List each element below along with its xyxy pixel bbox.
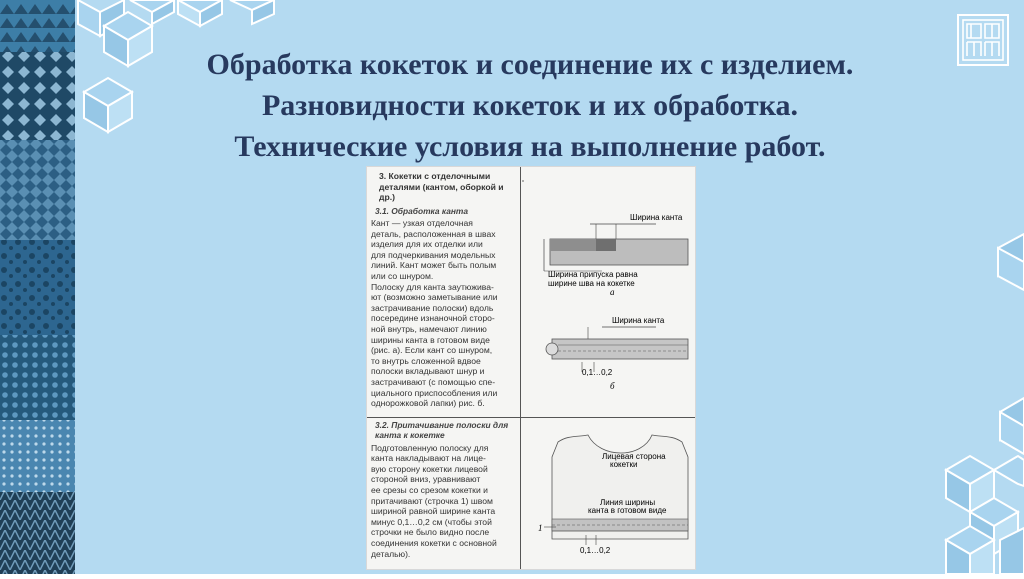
- column-divider: [520, 167, 521, 570]
- fig-b-measure: 0,1…0,2: [582, 368, 613, 377]
- text-line: полоски вкладывают шнур и: [371, 366, 485, 377]
- title-line-2: Разновидности кокеток и их обработка.: [261, 89, 799, 122]
- fig-b-letter: б: [610, 381, 615, 391]
- fig-a-label-top: Ширина канта: [630, 213, 683, 222]
- text-line: стороной вниз, уравнивают: [371, 474, 481, 485]
- text-line: однорожковой лапки) рис. б.: [371, 398, 485, 409]
- slide-title: [130, 44, 930, 167]
- crosshair-icon: [522, 175, 524, 187]
- figure-b: [546, 327, 688, 372]
- figure-a: [544, 224, 688, 271]
- text-line: Подготовленную полоску для: [371, 442, 489, 453]
- fig-c-label-2: кокетки: [610, 460, 638, 469]
- text-line: или со шнуром.: [371, 270, 434, 281]
- text-line: ют (возможно заметывание или: [371, 292, 498, 303]
- text-line: шириной равной ширине канта: [371, 506, 496, 517]
- text-line: Полоску для канта заутюжива-: [371, 281, 494, 292]
- text-line: канта накладывают на лице-: [371, 453, 486, 464]
- text-line: застрачивание полоски) вдоль: [371, 302, 494, 313]
- text-line: посередине изнаночной сторо-: [371, 313, 495, 324]
- text-line: то внутрь сложенной вдвое: [371, 355, 481, 366]
- text-line: ной внутрь, намечают линию: [371, 323, 487, 334]
- fig-b-label-top: Ширина канта: [612, 316, 665, 325]
- subsection-heading-1: 3.1. Обработка канта: [375, 205, 469, 216]
- fig-c-number: 1: [538, 523, 543, 533]
- text-line: (рис. а). Если кант со шнуром,: [371, 345, 493, 356]
- text-line: минус 0,1…0,2 см (чтобы этой: [371, 516, 492, 527]
- document-text-column: [371, 167, 519, 570]
- text-line: строчки не было видно после: [371, 527, 490, 538]
- title-line-1: Обработка кокеток и соединение их с изделием.: [206, 48, 854, 81]
- fig-c-label-4: канта в готовом виде: [588, 506, 667, 515]
- fig-a-letter: а: [610, 287, 615, 297]
- paragraph-2: [371, 443, 519, 560]
- subsection-heading-2: 3.2. Притачивание полоски для канта к кокетке: [375, 419, 509, 441]
- text-line: застрачивают (с помощью спе-: [371, 376, 496, 387]
- paragraph-1: [371, 218, 519, 409]
- figures-column: [522, 167, 696, 570]
- text-line: линий. Кант может быть полым: [371, 260, 497, 271]
- text-line: ее срезы со срезом кокетки и: [371, 485, 488, 496]
- text-line: притачивают (строчка 1) швом: [371, 495, 493, 506]
- text-line: ширины канта в готовом виде: [371, 334, 490, 345]
- fig-c-measure: 0,1…0,2: [580, 546, 611, 555]
- text-line: соединения кокетки с основной: [371, 538, 497, 549]
- scanned-document-image: [366, 166, 696, 570]
- text-line: деталью).: [371, 548, 411, 559]
- fig-c-label-3: Линия ширины: [600, 498, 656, 507]
- text-line: циального приспособления или: [371, 387, 498, 398]
- text-line: для подчеркивания модельных: [371, 249, 496, 260]
- text-line: изделия для их отделки или: [371, 239, 483, 250]
- text-line: Кант — узкая отделочная: [371, 218, 473, 228]
- fig-a-label-bottom-1: Ширина припуска равна: [548, 270, 638, 279]
- fig-c-label-1: Лицевая сторона: [602, 452, 666, 461]
- text-line: вую сторону кокетки лицевой: [371, 463, 488, 474]
- cpp-grid-logo-icon: [957, 14, 1009, 66]
- fig-a-label-bottom-2: ширине шва на кокетке: [548, 279, 635, 288]
- text-line: деталь, расположенная в швах: [371, 228, 496, 239]
- section-heading: 3. Кокетки с отделочными деталями (кантом, оборкой и др.): [379, 171, 504, 202]
- title-line-3: Технические условия на выполнение работ.: [234, 130, 826, 163]
